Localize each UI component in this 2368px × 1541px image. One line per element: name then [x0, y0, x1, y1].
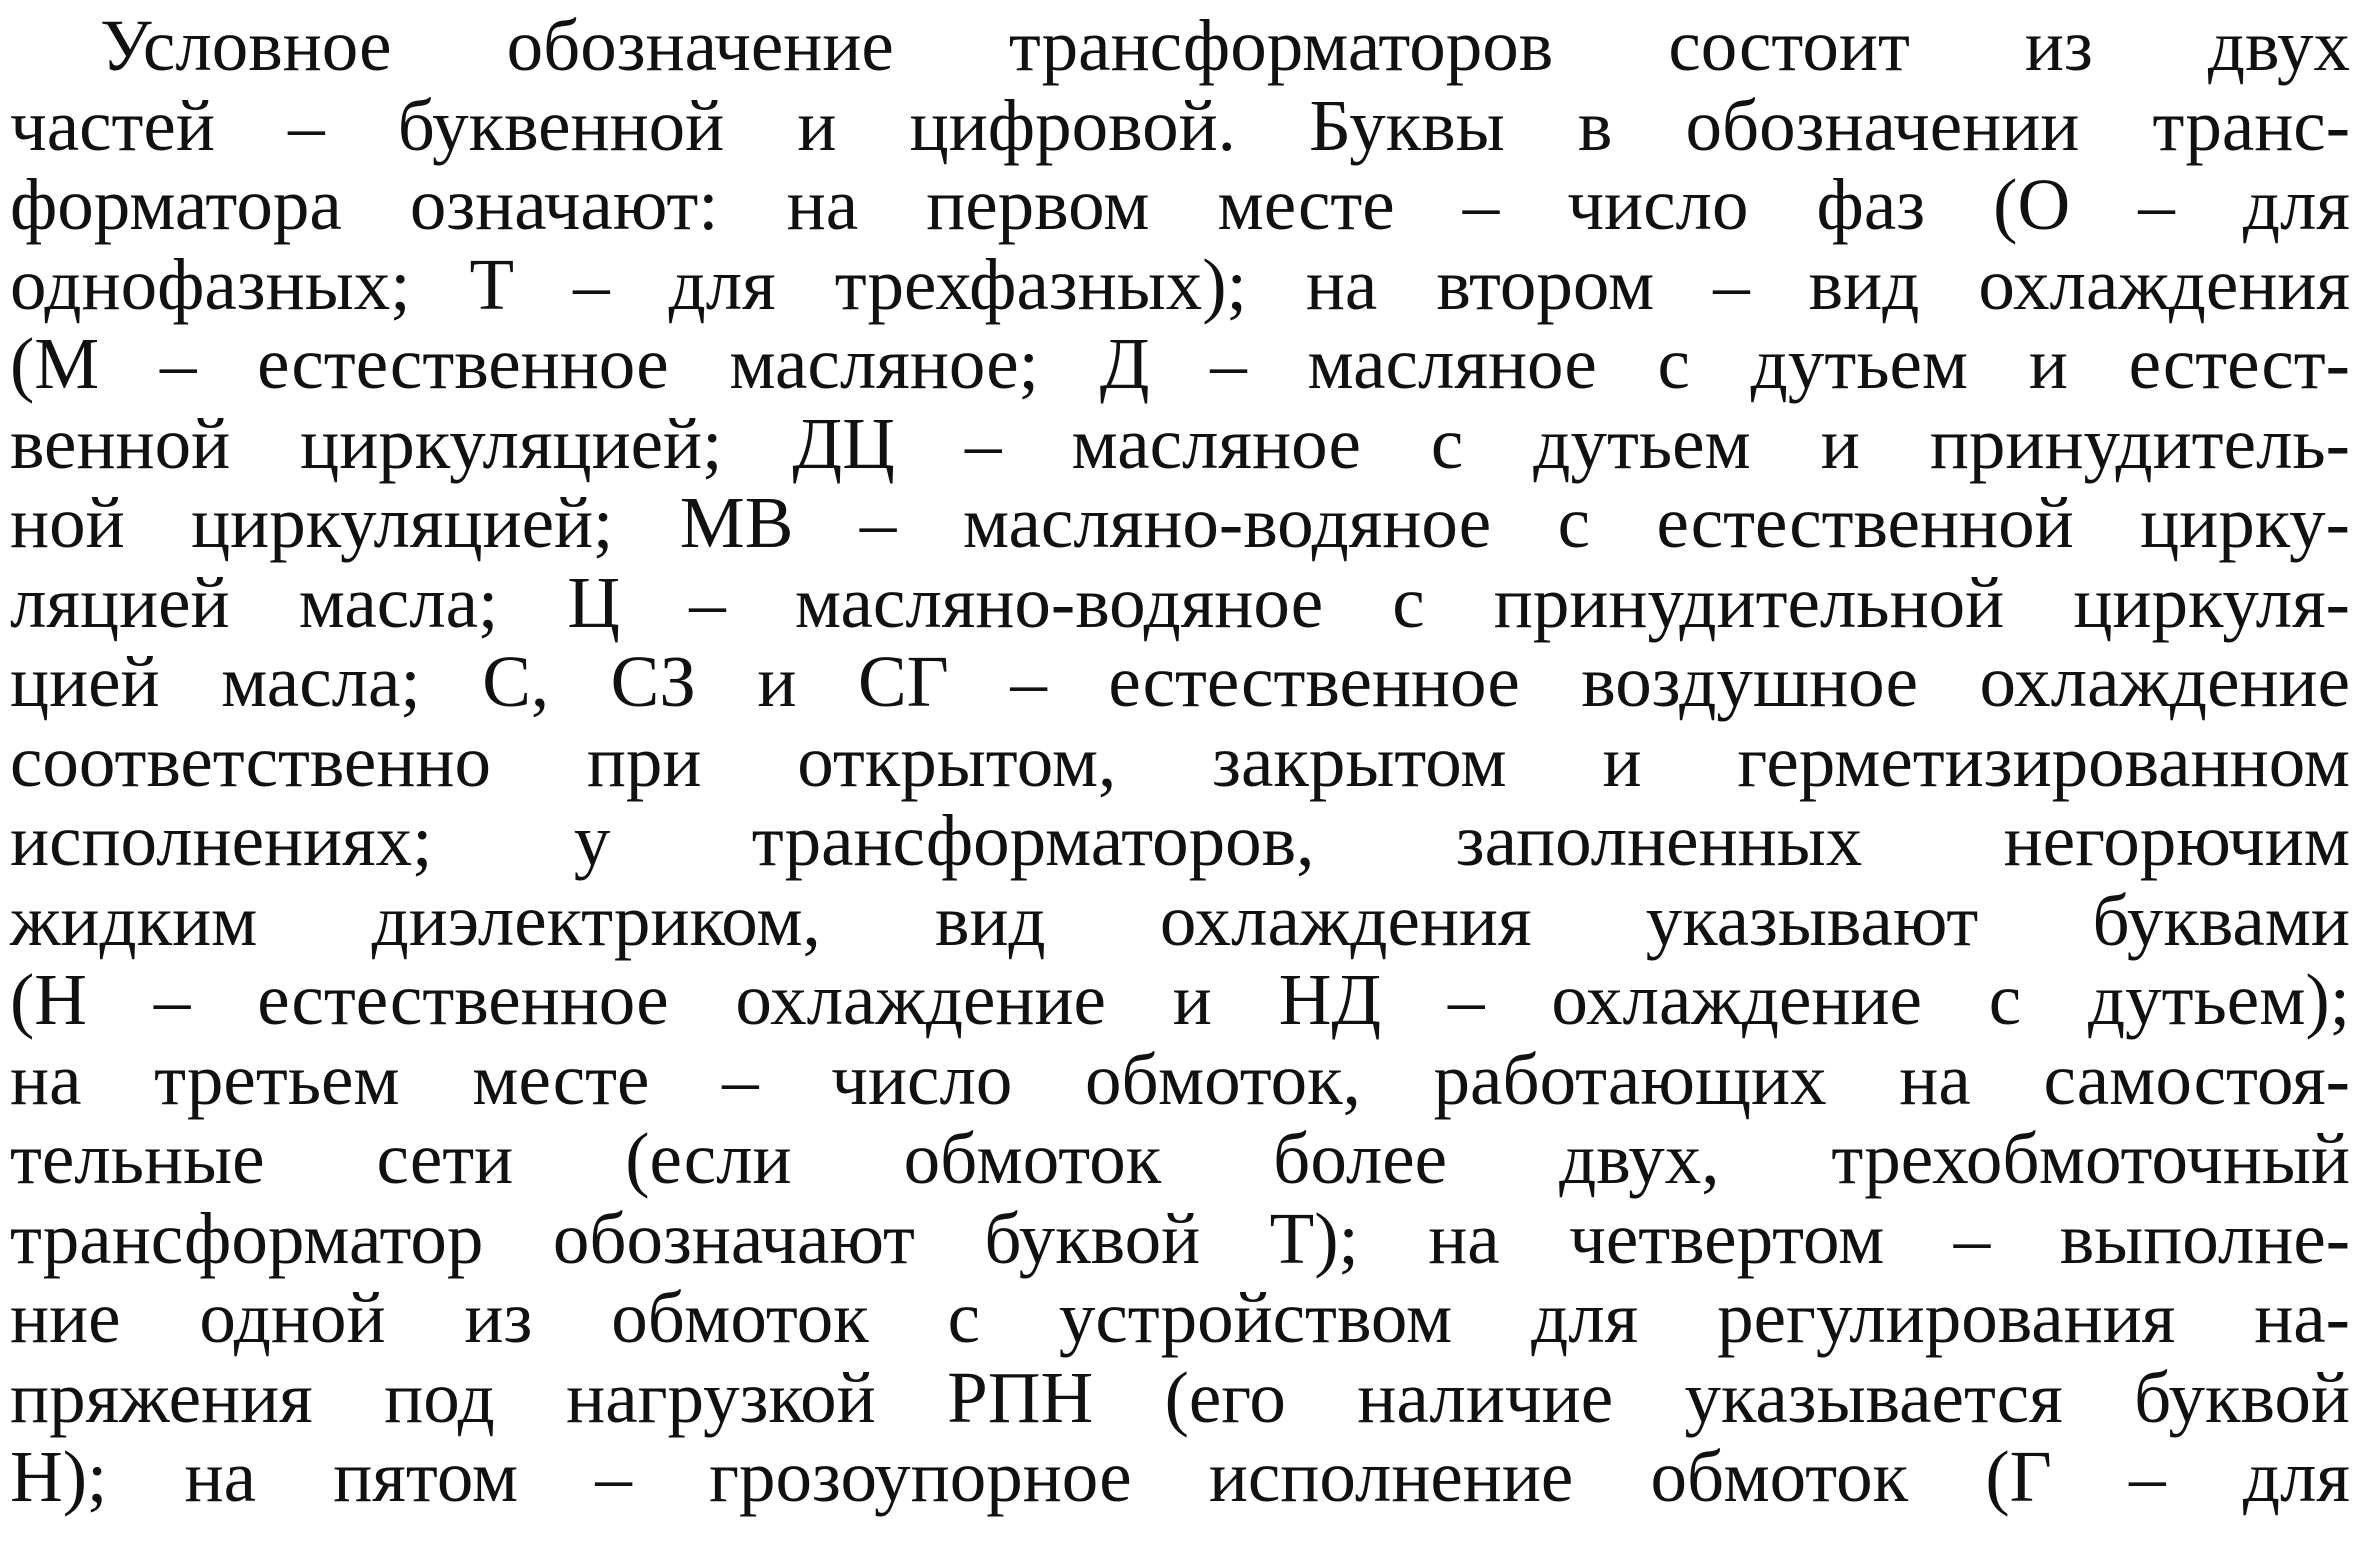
- text-line: исполнениях; у трансформаторов, заполненных негорючим: [10, 800, 2350, 881]
- text-line: ние одной из обмоток с устройством для регулирования на-: [10, 1277, 2350, 1358]
- text-line: частей – буквенной и цифровой. Буквы в обозначении транс-: [10, 84, 2351, 166]
- text-line: ной циркуляцией; МВ – масляно-водяное с естественной цирку-: [10, 482, 2350, 563]
- text-line: однофазных; Т – для трехфазных); на втором – вид охлаждения: [10, 243, 2351, 325]
- paragraph: [10, 6, 2350, 1517]
- text-line: (М – естественное масляное; Д – масляное с дутьем и естест-: [10, 323, 2350, 404]
- text-line: ляцией масла; Ц – масляно-водяное с принудительной циркуля-: [10, 561, 2350, 643]
- text-line: жидким диэлектриком, вид охлаждения указывают буквами: [10, 879, 2351, 961]
- text-line: цией масла; С, СЗ и СГ – естественное воздушное охлаждение: [10, 641, 2351, 722]
- text-line: соответственно при открытом, закрытом и герметизированном: [10, 720, 2350, 802]
- text-line: венной циркуляцией; ДЦ – масляное с дутьем и принудитель-: [10, 402, 2350, 484]
- text-line: на третьем месте – число обмоток, работающих на самостоя-: [10, 1038, 2350, 1120]
- text-line: Н); на пятом – грозоупорное исполнение обмоток (Г – для: [10, 1436, 2350, 1517]
- text-line: пряжения под нагрузкой РПН (его наличие указывается буквой: [10, 1356, 2350, 1438]
- text-line: (Н – естественное охлаждение и НД – охлаждение с дутьем);: [10, 959, 2350, 1040]
- text-line: форматора означают: на первом месте – число фаз (О – для: [10, 164, 2350, 245]
- text-line: тельные сети (если обмоток более двух, трехобмоточный: [10, 1118, 2350, 1199]
- text-line: Условное обозначение трансформаторов состоит из двух: [100, 5, 2351, 86]
- text-line: трансформатор обозначают буквой Т); на четвертом – выполне-: [10, 1197, 2351, 1279]
